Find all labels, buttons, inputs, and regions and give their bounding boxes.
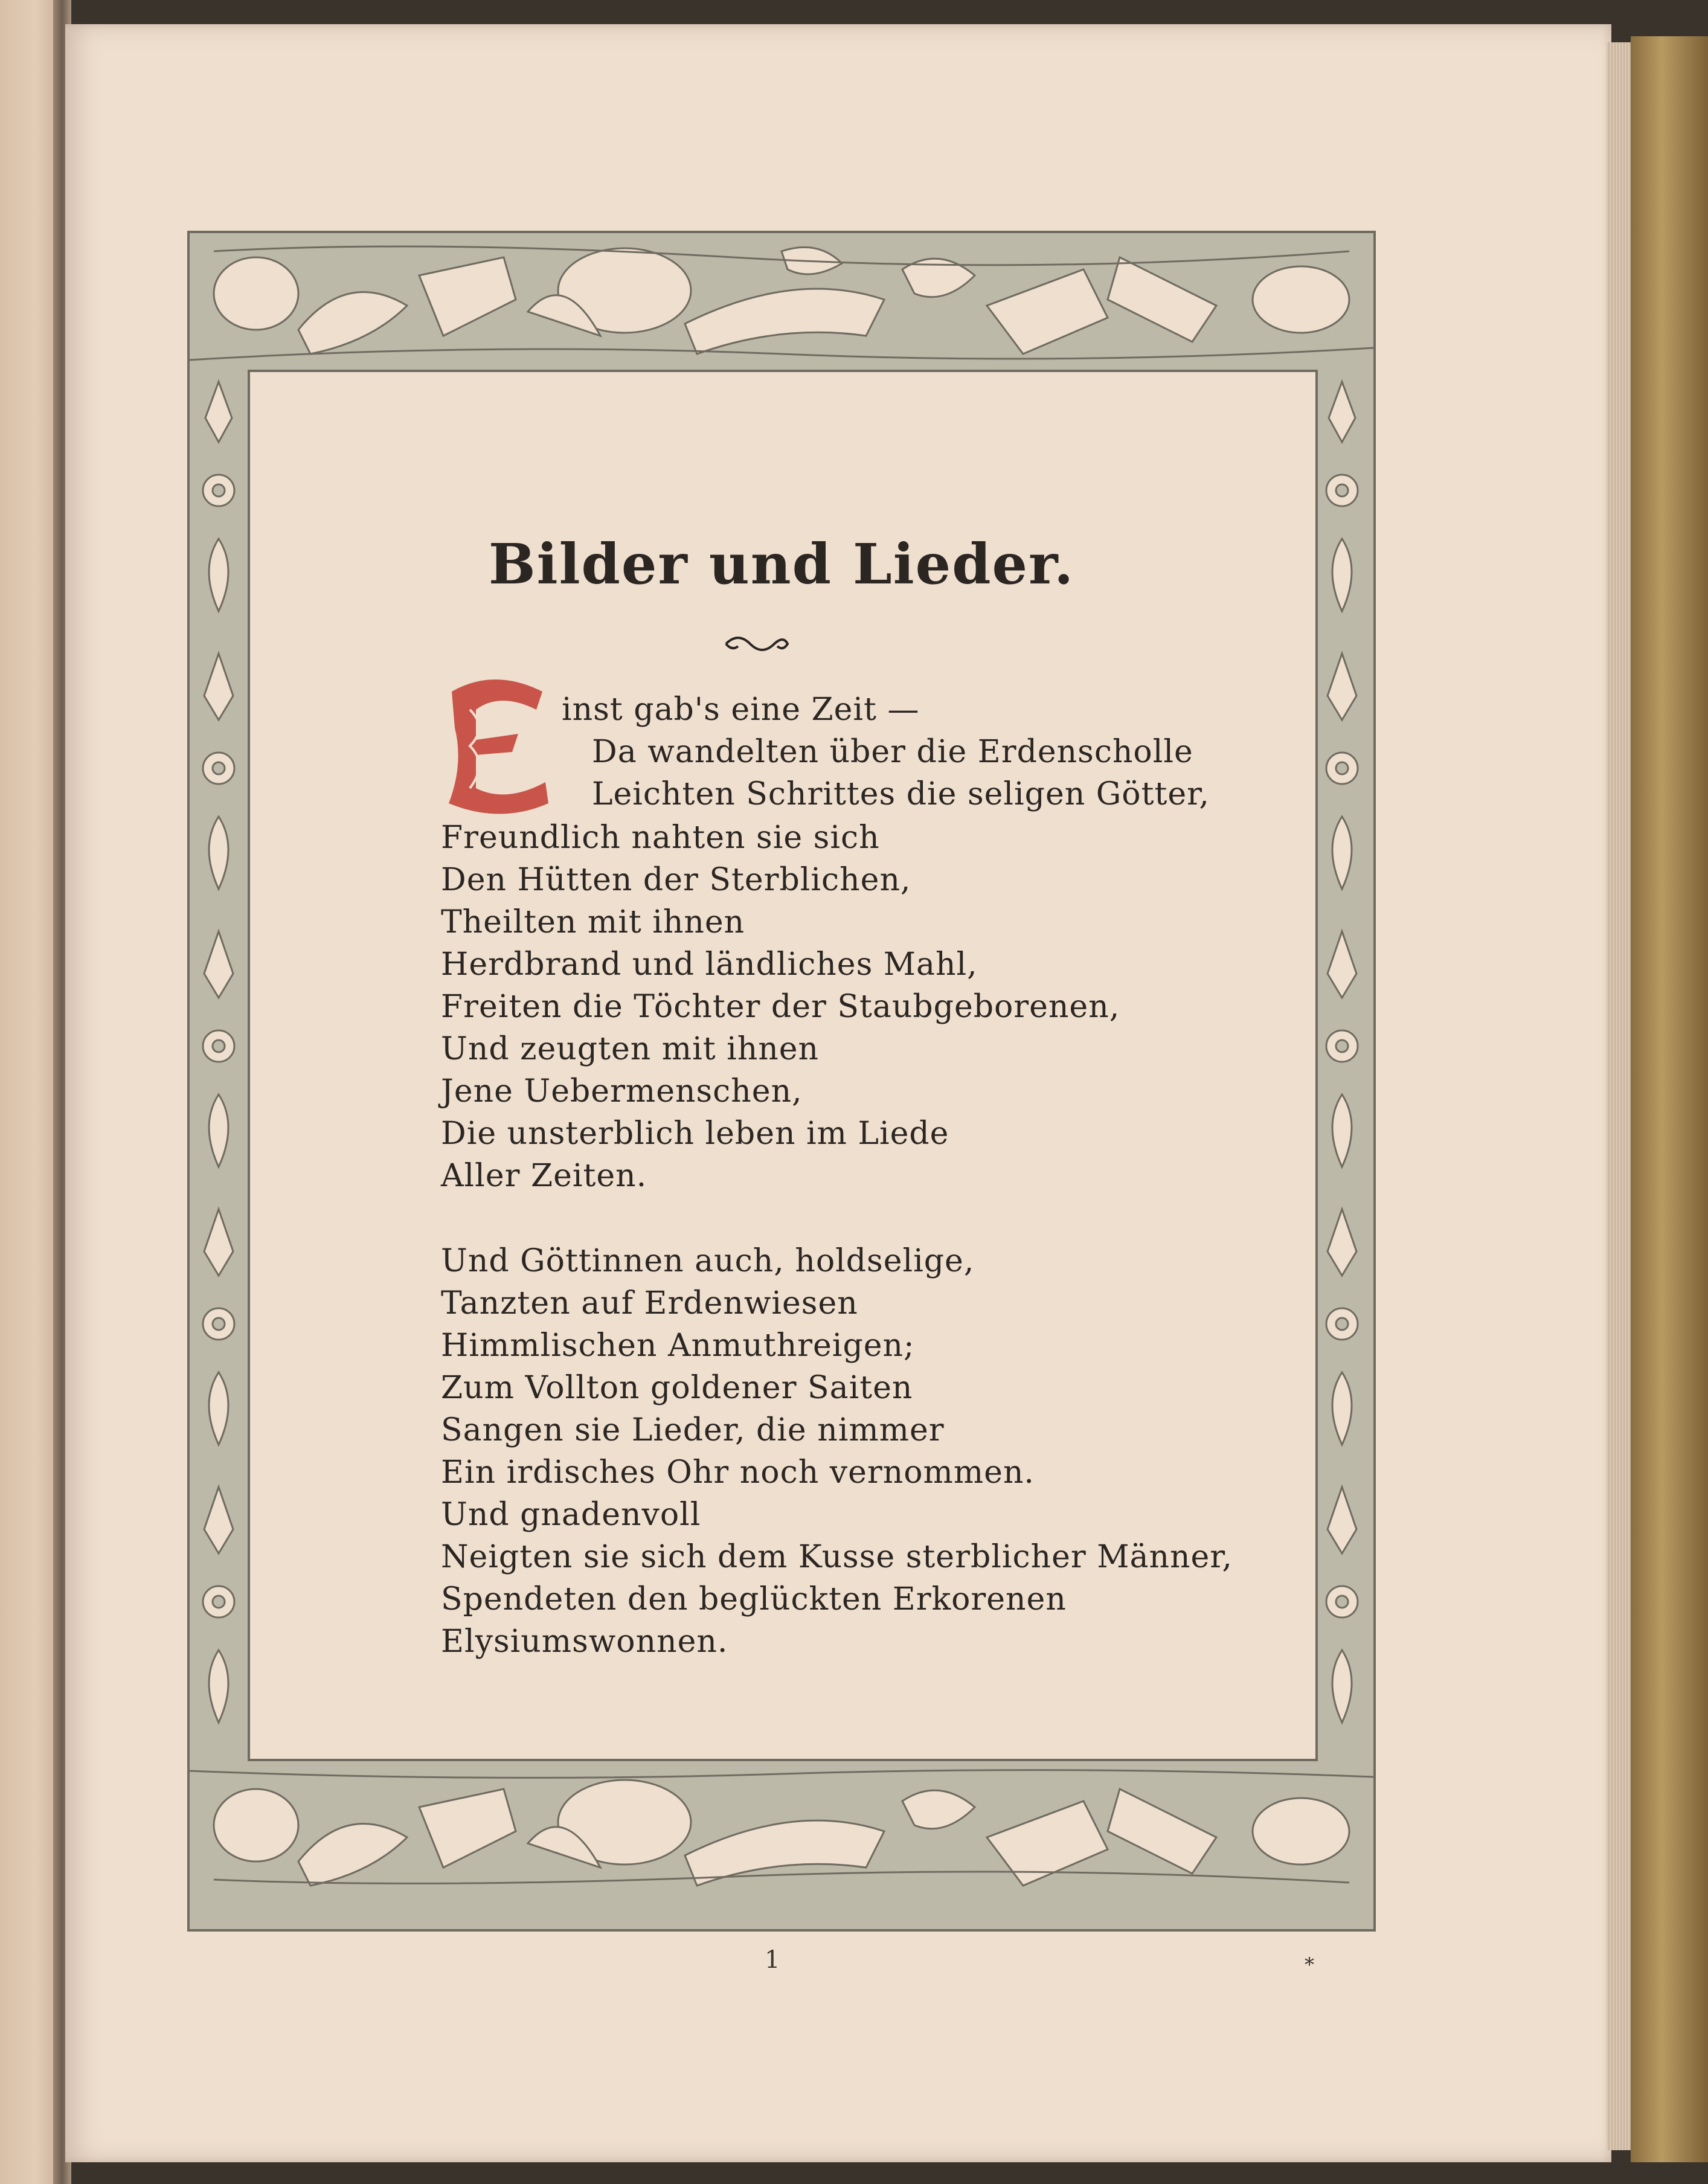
poem-line: inst gab's eine Zeit —: [562, 692, 920, 728]
poem-line: Theilten mit ihnen: [441, 904, 745, 940]
poem-line: Zum Vollton goldener Saiten: [441, 1370, 913, 1406]
poem-line: Jene Uebermenschen,: [441, 1073, 803, 1110]
poem-line: Die unsterblich leben im Liede: [441, 1116, 949, 1152]
flourish-ornament: [720, 631, 792, 657]
ornament-side-left: [190, 370, 248, 1759]
poem-line: Freiten die Töchter der Staubgeborenen,: [441, 989, 1120, 1025]
poem-line: Himmlischen Anmuthreigen;: [441, 1328, 915, 1364]
poem-line: Ein irdisches Ohr noch vernommen.: [441, 1454, 1035, 1491]
poem-line: Aller Zeiten.: [441, 1158, 647, 1194]
illuminated-initial: [434, 673, 560, 818]
poem-line: Herdbrand und ländliches Mahl,: [441, 946, 978, 983]
signature-mark: *: [1305, 1953, 1314, 1976]
ornament-side-right: [1313, 370, 1371, 1759]
poem-line: Sangen sie Lieder, die nimmer: [441, 1412, 945, 1448]
page-edges: [1607, 42, 1631, 2150]
page-number: 1: [765, 1946, 780, 1974]
poem-line: Und Göttinnen auch, holdselige,: [441, 1243, 975, 1279]
poem-line: Da wandelten über die Erdenscholle: [592, 734, 1193, 770]
ornament-band-bottom: [190, 1759, 1373, 1895]
poem-line: Tanzten auf Erdenwiesen: [441, 1285, 858, 1322]
cover-edge: [1631, 36, 1708, 2162]
poem-line: Spendeten den beglückten Erkorenen: [441, 1581, 1067, 1617]
poem-line: Neigten sie sich dem Kusse sterblicher Männer,: [441, 1539, 1233, 1575]
ornament-band-top: [190, 233, 1373, 370]
poem-line: Und gnadenvoll: [441, 1497, 701, 1533]
page-title: Bilder und Lieder.: [488, 532, 1075, 597]
poem-line: Und zeugten mit ihnen: [441, 1031, 820, 1067]
poem-line: Freundlich nahten sie sich: [441, 820, 880, 856]
poem-line: Elysiumswonnen.: [441, 1624, 728, 1660]
poem-line: Leichten Schrittes die seligen Götter,: [592, 776, 1210, 812]
poem-line: Den Hütten der Sterblichen,: [441, 862, 911, 898]
left-page-edge: [0, 0, 60, 2184]
